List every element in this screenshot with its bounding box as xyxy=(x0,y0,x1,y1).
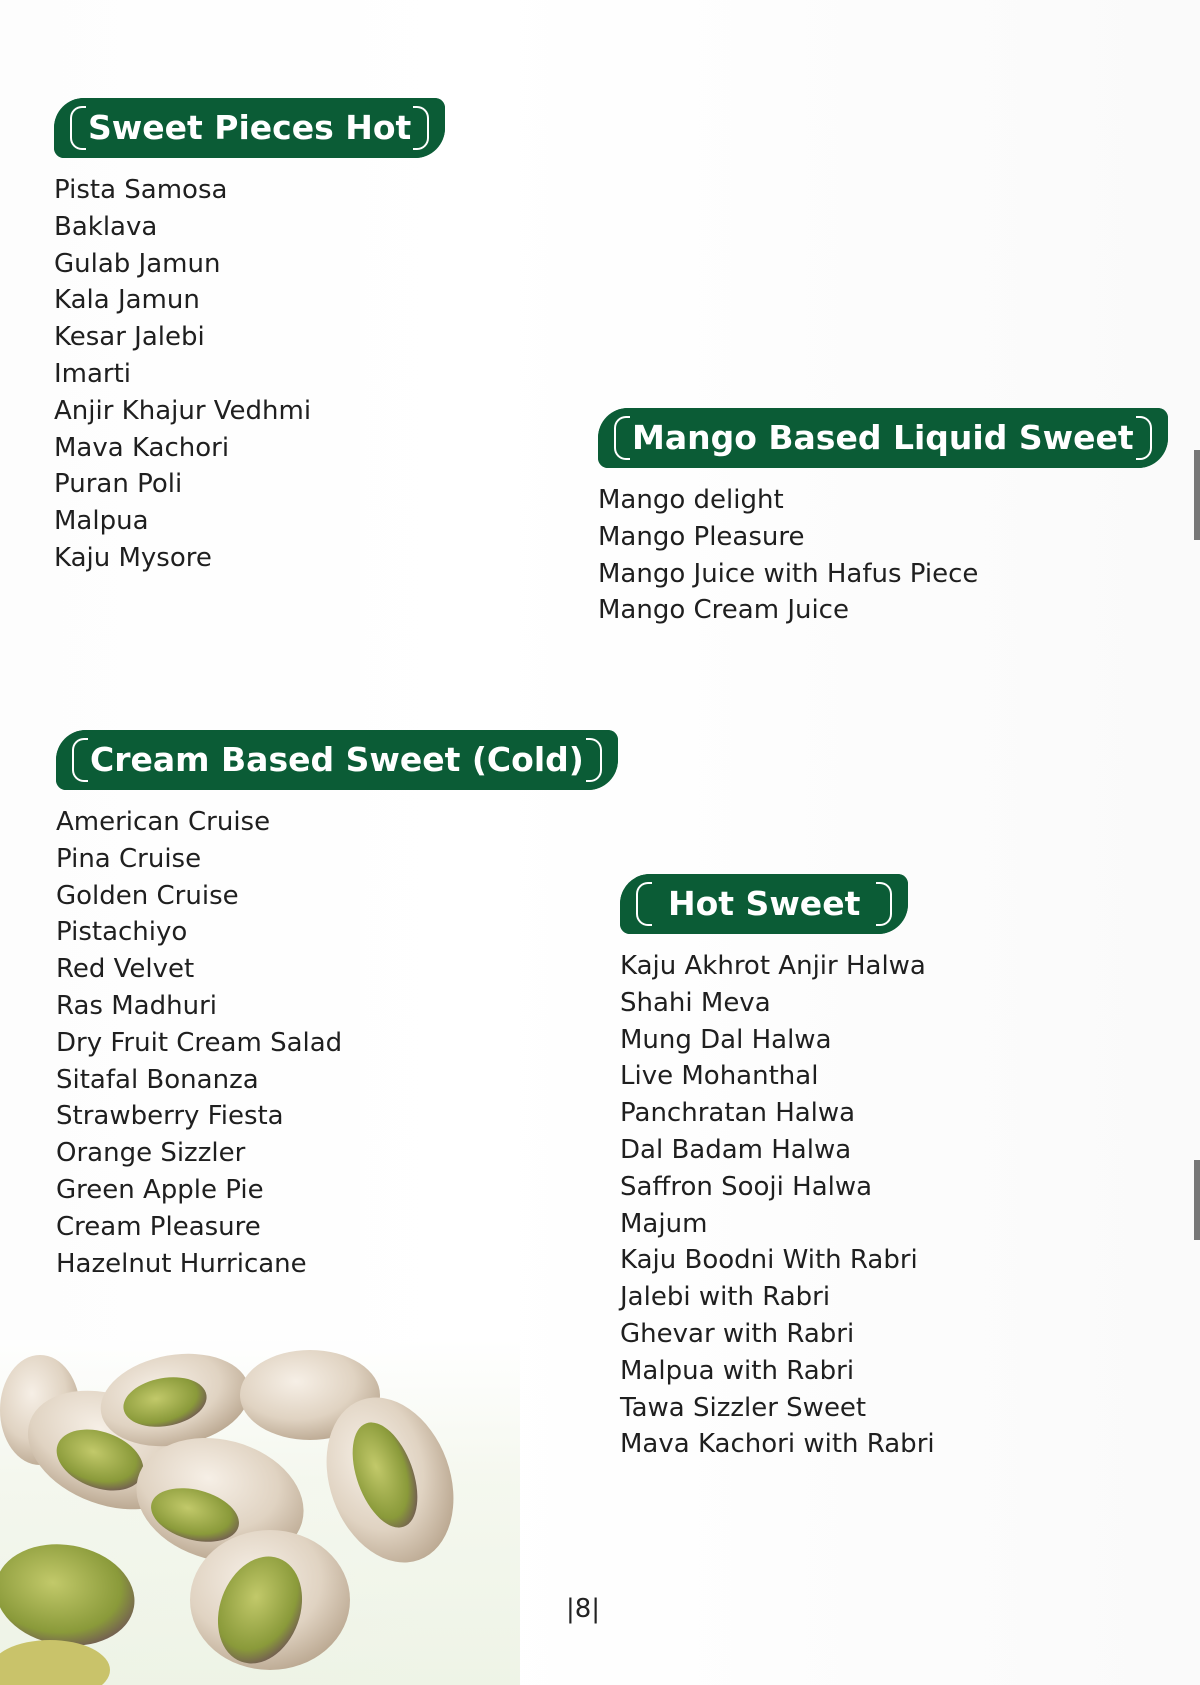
item-list xyxy=(54,172,445,577)
menu-item: Malpua xyxy=(54,506,149,537)
menu-item: Golden Cruise xyxy=(56,880,239,911)
menu-item: Puran Poli xyxy=(54,469,183,500)
section-hot-sweet xyxy=(620,874,935,1463)
menu-item: Imarti xyxy=(54,358,132,389)
menu-item: Strawberry Fiesta xyxy=(56,1101,284,1132)
menu-item: Jalebi with Rabri xyxy=(620,1282,831,1313)
menu-item: Dry Fruit Cream Salad xyxy=(56,1027,343,1058)
binding-edge-mark xyxy=(1194,1160,1200,1240)
menu-item: Live Mohanthal xyxy=(620,1061,819,1092)
menu-item: Ras Madhuri xyxy=(56,990,217,1021)
menu-item: Saffron Sooji Halwa xyxy=(620,1171,873,1202)
item-list xyxy=(56,804,618,1282)
menu-item: Panchratan Halwa xyxy=(620,1098,856,1129)
section-title: Hot Sweet xyxy=(620,874,908,934)
section-title: Cream Based Sweet (Cold) xyxy=(56,730,618,790)
page-number: |8| xyxy=(566,1594,601,1624)
section-mango-based-liquid-sweet xyxy=(598,408,1168,629)
menu-item: Tawa Sizzler Sweet xyxy=(620,1392,867,1423)
menu-item: Mava Kachori with Rabri xyxy=(620,1429,935,1460)
menu-item: Gulab Jamun xyxy=(54,248,221,279)
menu-item: Kaju Boodni With Rabri xyxy=(620,1245,918,1276)
menu-item: Dal Badam Halwa xyxy=(620,1134,852,1165)
menu-item: Green Apple Pie xyxy=(56,1174,264,1205)
menu-item: Majum xyxy=(620,1208,708,1239)
menu-item: Sitafal Bonanza xyxy=(56,1064,259,1095)
menu-item: Kesar Jalebi xyxy=(54,322,205,353)
menu-item: Hazelnut Hurricane xyxy=(56,1248,307,1279)
menu-item: Pina Cruise xyxy=(56,843,202,874)
menu-item: Pista Samosa xyxy=(54,175,228,205)
binding-edge-mark xyxy=(1194,450,1200,540)
menu-item: Malpua with Rabri xyxy=(620,1355,855,1386)
menu-item: Red Velvet xyxy=(56,954,195,985)
menu-item: Shahi Meva xyxy=(620,987,771,1018)
menu-item: Mango Juice with Hafus Piece xyxy=(598,558,979,589)
section-title: Mango Based Liquid Sweet xyxy=(598,408,1168,468)
menu-item: Baklava xyxy=(54,211,158,242)
menu-item: Kaju Akhrot Anjir Halwa xyxy=(620,951,926,981)
menu-item: Mava Kachori xyxy=(54,432,230,463)
menu-item: Orange Sizzler xyxy=(56,1138,246,1169)
menu-item: American Cruise xyxy=(56,807,271,837)
section-cream-based-sweet-cold xyxy=(56,730,618,1282)
menu-item: Mango delight xyxy=(598,485,784,515)
menu-item: Mango Pleasure xyxy=(598,521,805,552)
menu-item: Cream Pleasure xyxy=(56,1211,261,1242)
menu-item: Kala Jamun xyxy=(54,285,200,316)
item-list xyxy=(598,482,1168,629)
item-list xyxy=(620,948,935,1463)
menu-item: Anjir Khajur Vedhmi xyxy=(54,395,312,426)
menu-item: Mung Dal Halwa xyxy=(620,1024,832,1055)
menu-item: Ghevar with Rabri xyxy=(620,1318,855,1349)
menu-item: Pistachiyo xyxy=(56,917,188,948)
section-title: Sweet Pieces Hot xyxy=(54,98,445,158)
pistachios-image xyxy=(0,1340,520,1685)
menu-item: Kaju Mysore xyxy=(54,542,212,573)
section-sweet-pieces-hot xyxy=(54,98,445,577)
menu-item: Mango Cream Juice xyxy=(598,595,849,626)
